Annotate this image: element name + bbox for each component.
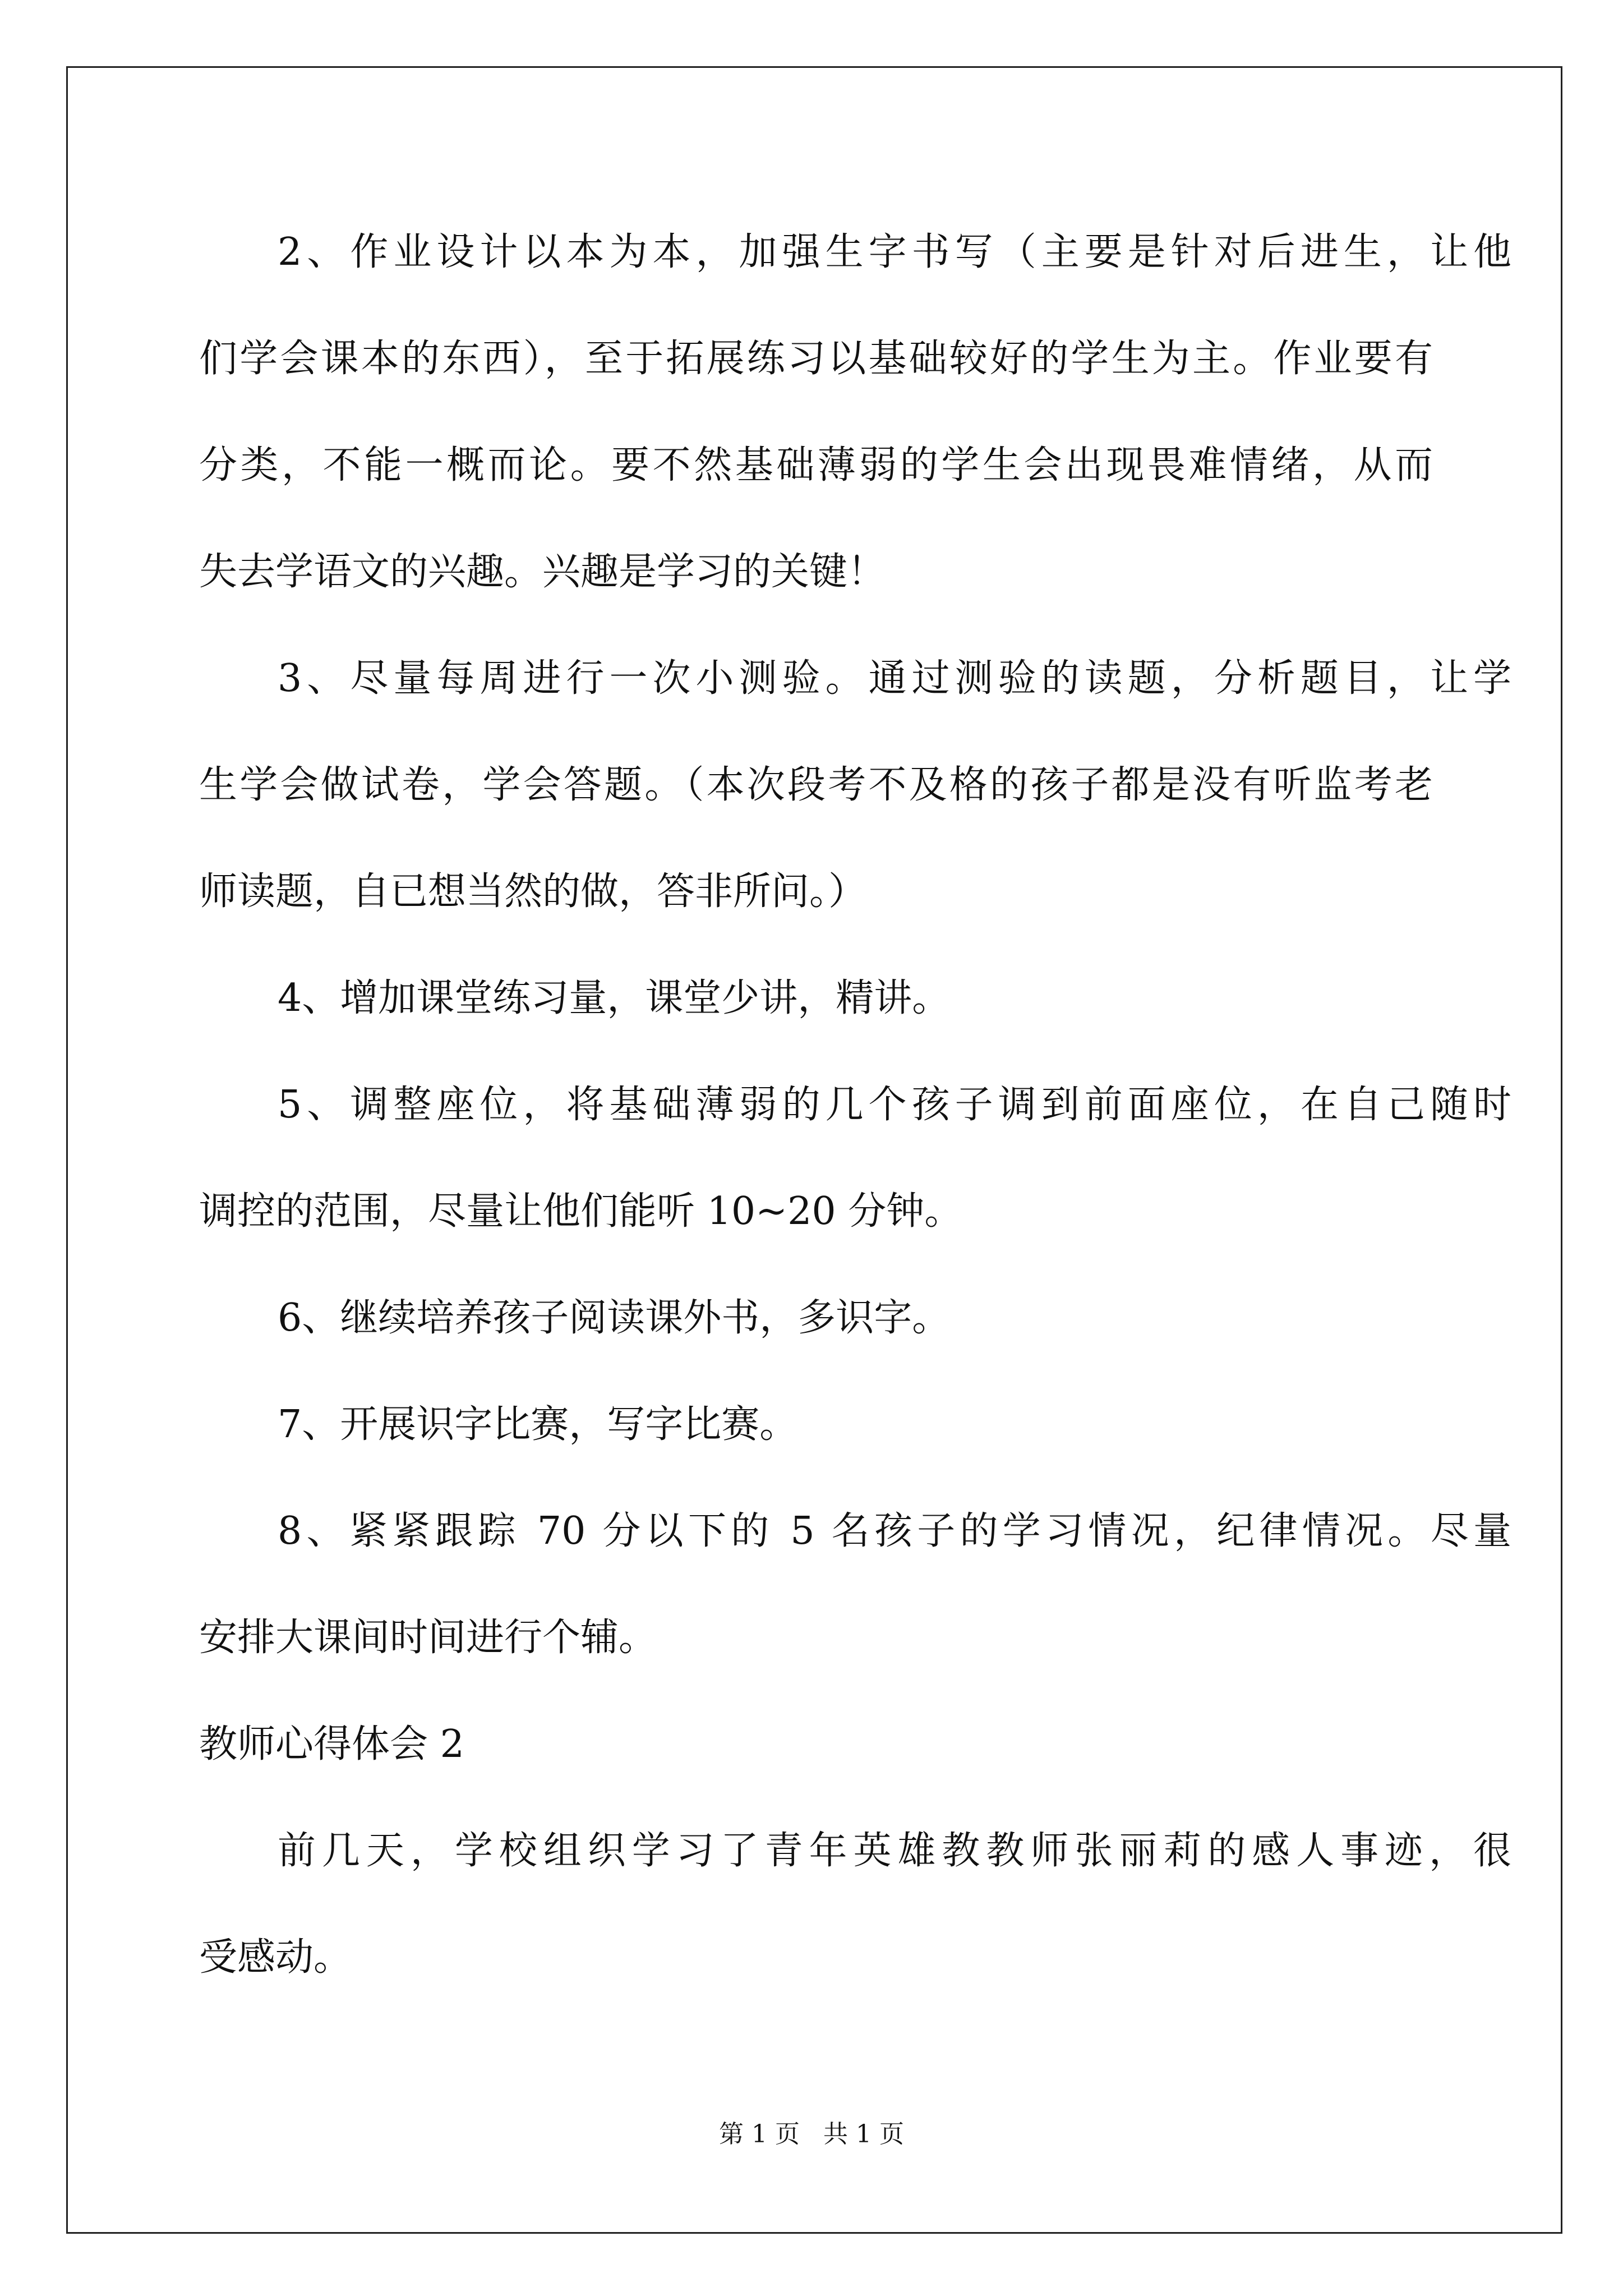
closing-paragraph-line-1: 前几天，学校组织学习了青年英雄教教师张丽莉的感人事迹，很	[278, 1829, 1511, 1873]
paragraph-4-line-1: 4、增加课堂练习量，课堂少讲，精讲。	[278, 976, 951, 1020]
page-footer: 第 1 页 共 1 页	[719, 2120, 904, 2148]
paragraph-2-line-4: 失去学语文的兴趣。兴趣是学习的关键！	[199, 550, 886, 594]
paragraph-6-line-1: 6、继续培养孩子阅读课外书，多识字。	[278, 1296, 951, 1340]
paragraph-3-line-2: 生学会做试卷，学会答题。（本次段考不及格的孩子都是没有听监考老	[199, 763, 1433, 807]
paragraph-2-line-1: 2、作业设计以本为本，加强生字书写（主要是针对后进生，让他	[278, 230, 1511, 274]
paragraph-5-line-1: 5、调整座位，将基础薄弱的几个孩子调到前面座位，在自己随时	[278, 1083, 1511, 1127]
paragraph-7-line-1: 7、开展识字比赛，写字比赛。	[278, 1402, 798, 1447]
paragraph-8-line-2: 安排大课间时间进行个辅。	[199, 1616, 657, 1660]
paragraph-3-line-1: 3、尽量每周进行一次小测验。通过测验的读题，分析题目，让学	[278, 656, 1511, 701]
paragraph-2-line-3: 分类，不能一概而论。要不然基础薄弱的学生会出现畏难情绪，从而	[199, 443, 1433, 487]
section-heading: 教师心得体会 2	[199, 1722, 464, 1766]
paragraph-5-line-2: 调控的范围，尽量让他们能听 10~20 分钟。	[199, 1189, 963, 1234]
paragraph-3-line-3: 师读题，自已想当然的做，答非所问。）	[199, 869, 867, 914]
paragraph-2-line-2: 们学会课本的东西），至于拓展练习以基础较好的学生为主。作业要有	[199, 337, 1433, 381]
page-border	[66, 66, 1562, 2234]
paragraph-8-line-1: 8、紧紧跟踪 70 分以下的 5 名孩子的学习情况，纪律情况。尽量	[278, 1509, 1511, 1553]
closing-paragraph-line-2: 受感动。	[199, 1935, 352, 1980]
